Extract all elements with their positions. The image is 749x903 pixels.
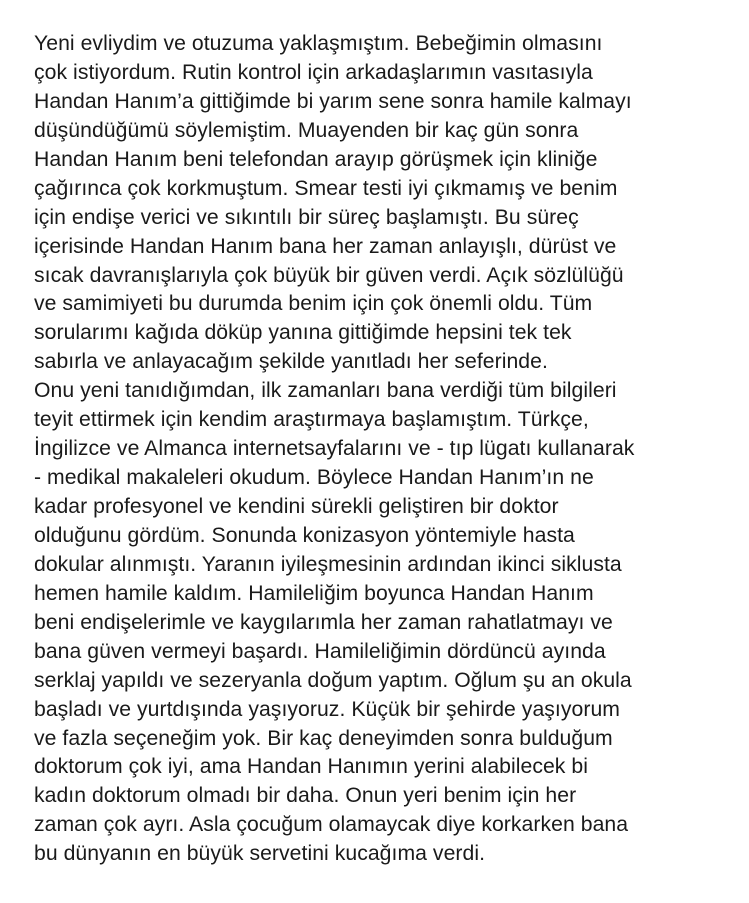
text-line: çok istiyordum. Rutin kontrol için arkadaşlarımın vasıtasıyla [34,60,593,84]
text-line: bana güven vermeyi başardı. Hamileliğimin dördüncü ayında [34,639,606,663]
text-line: sıcak davranışlarıyla çok büyük bir güven verdi. Açık sözlülüğü [34,263,624,287]
text-line: serklaj yapıldı ve sezeryanla doğum yaptım. Oğlum şu an okula [34,668,632,692]
text-line: olduğunu gördüm. Sonunda konizasyon yöntemiyle hasta [34,523,575,547]
text-line: - medikal makaleleri okudum. Böylece Handan Hanım’ın ne [34,466,594,490]
text-line: içerisinde Handan Hanım bana her zaman anlayışlı, dürüst ve [34,234,617,258]
text-line: dokular alınmıştı. Yaranın iyileşmesinin ardından ikinci siklusta [34,552,622,576]
text-line: zaman çok ayrı. Asla çocuğum olamaycak diye korkarken bana [34,813,629,837]
text-line: Yeni evliydim ve otuzuma yaklaşmıştım. Bebeğimin olmasını [34,32,603,55]
text-line: çağırınca çok korkmuştum. Smear testi iyi çıkmamış ve benim [34,176,618,200]
text-line: sorularımı kağıda döküp yanına gittiğimde hepsini tek tek [34,321,572,345]
text-line: düşündüğümü söylemiştim. Muayenden bir kaç gün sonra [34,118,579,142]
text-line: sabırla ve anlayacağım şekilde yanıtladı her seferinde. [34,350,548,374]
text-line: Handan Hanım’a gittiğimde bi yarım sene sonra hamile kalmayı [34,89,632,113]
text-line: teyit ettirmek için kendim araştırmaya başlamıştım. Türkçe, [34,408,589,432]
text-line: beni endişelerimle ve kaygılarımla her zaman rahatlatmayı ve [34,610,613,634]
text-line: kadın doktorum olmadı bir daha. Onun yeri benim için her [34,784,577,808]
text-line: İngilizce ve Almanca internetsayfalarını ve - tıp lügatı kullanarak [34,437,635,461]
text-line: Onu yeni tanıdığımdan, ilk zamanları bana verdiği tüm bilgileri [34,379,617,403]
text-line: ve samimiyeti bu durumda benim için çok önemli oldu. Tüm [34,292,593,316]
text-line: hemen hamile kaldım. Hamileliğim boyunca Handan Hanım [34,581,594,605]
text-line: kadar profesyonel ve kendini sürekli geliştiren bir doktor [34,495,559,518]
text-line: Handan Hanım beni telefondan arayıp görüşmek için kliniğe [34,147,598,171]
testimonial-text [34,30,734,869]
text-line: için endişe verici ve sıkıntılı bir süreç başlamıştı. Bu süreç [34,205,579,229]
text-line: ve fazla seçeneğim yok. Bir kaç deneyimden sonra bulduğum [34,726,613,750]
text-line: doktorum çok iyi, ama Handan Hanımın yerini alabilecek bi [34,755,588,779]
text-line: başladı ve yurtdışında yaşıyoruz. Küçük bir şehirde yaşıyorum [34,697,620,721]
text-line: bu dünyanın en büyük servetini kucağıma verdi. [34,842,486,866]
